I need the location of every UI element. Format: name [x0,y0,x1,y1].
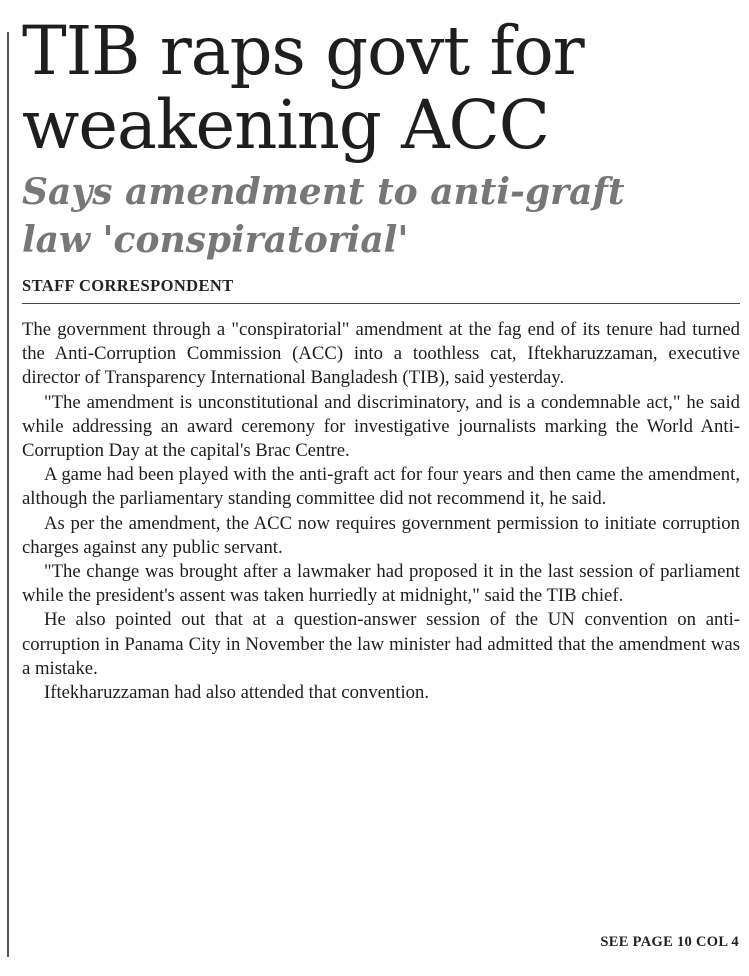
subheadline [22,168,740,264]
continuation-reference: SEE PAGE 10 COL 4 [600,934,739,950]
paragraph: Iftekharuzzaman had also attended that convention. [44,682,430,704]
paragraph: "The amendment is unconstitutional and discriminatory, and is a condemnable act," he said while addressing an award ceremony for investigative journalists marking the World Anti-Corruption Day at the capital's Brac Centre. [22,391,740,462]
paragraph: As per the amendment, the ACC now requires government permission to initiate corruption charges against any public servant. [22,512,740,558]
paragraph: He also pointed out that at a question-answer session of the UN convention on anti-corruption in Panama City in November the law minister had admitted that the amendment was a mistake. [22,609,740,679]
headline-line-2: weakening ACC [22,86,550,164]
byline: STAFF CORRESPONDENT [22,276,740,304]
column-rule [7,32,9,957]
headline-line-1: TIB raps govt for [22,12,584,90]
paragraph: "The change was brought after a lawmaker had proposed it in the last session of parliament while the president's assent was taken hurriedly at midnight," said the TIB chief. [22,561,740,607]
article-body [22,318,740,705]
subheadline-line-2: law 'conspiratorial' [22,219,409,261]
subheadline-line-1: Says amendment to anti-graft [22,171,625,213]
news-article [22,14,740,705]
headline [22,14,740,162]
paragraph: The government through a "conspiratorial" amendment at the fag end of its tenure had turned the Anti-Corruption Commission (ACC) into a toothless cat, Iftekharuzzaman, executive director of Transparency International Bangladesh (TIB), said yesterday. [22,319,740,389]
paragraph: A game had been played with the anti-graft act for four years and then came the amendment, although the parliamentary standing committee did not recommend it, he said. [22,464,740,510]
